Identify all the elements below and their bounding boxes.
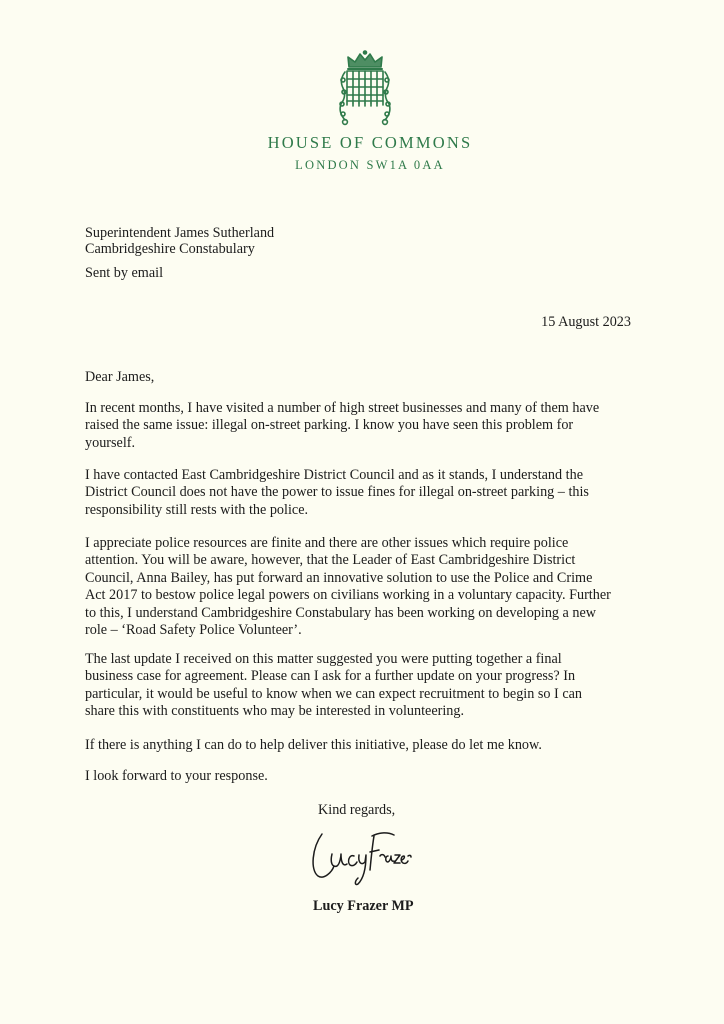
paragraph-line: attention. You will be aware, however, that the Leader of East Cambridgeshire District xyxy=(85,552,576,569)
paragraph-line: Council, Anna Bailey, has put forward an innovative solution to use the Police and Crime xyxy=(85,569,593,586)
letter-date: 15 August 2023 xyxy=(541,314,631,330)
greeting: Dear James, xyxy=(85,369,155,385)
paragraph-line: raised the same issue: illegal on-street parking. I know you have seen this problem for xyxy=(85,417,574,434)
paragraph-line: business case for agreement. Please can I ask for a further update on your progress? In xyxy=(85,668,576,685)
body-paragraph xyxy=(85,467,645,519)
body-paragraph xyxy=(85,535,645,639)
paragraph-line: share this with constituents who may be interested in volunteering. xyxy=(85,703,465,720)
body-paragraph xyxy=(85,400,645,452)
body-paragraph xyxy=(85,768,645,785)
signer-name: Lucy Frazer MP xyxy=(313,898,414,914)
paragraph-line: to this, I understand Cambridgeshire Constabulary has been working on developing a new xyxy=(85,604,597,621)
delivery-note: Sent by email xyxy=(85,265,164,281)
signoff: Kind regards, xyxy=(318,802,396,818)
recipient-block xyxy=(85,225,274,257)
paragraph-line: If there is anything I can do to help deliver this initiative, please do let me know. xyxy=(85,737,542,753)
paragraph-line: particular, it would be useful to know when we can expect recruitment to begin so I can xyxy=(85,685,583,702)
body-paragraph xyxy=(85,651,645,721)
letterhead-address: LONDON SW1A 0AA xyxy=(295,158,445,172)
paragraph-line: Act 2017 to bestow police legal powers on civilians working in a voluntary capacity. Further xyxy=(85,587,611,604)
paragraph-line: The last update I received on this matter suggested you were putting together a final xyxy=(85,651,562,667)
paragraph-line: I have contacted East Cambridgeshire District Council and as it stands, I understand the xyxy=(85,467,584,483)
body-paragraph xyxy=(85,737,645,754)
portcullis-crest-icon xyxy=(336,50,394,126)
paragraph-line: role – ‘Road Safety Police Volunteer’. xyxy=(85,622,302,639)
recipient-name: Superintendent James Sutherland xyxy=(85,225,275,241)
paragraph-line: I appreciate police resources are finite and there are other issues which require police xyxy=(85,535,569,551)
paragraph-line: District Council does not have the power to issue fines for illegal on-street parking – this xyxy=(85,484,589,501)
paragraph-line: responsibility still rests with the police. xyxy=(85,501,309,518)
paragraph-line: yourself. xyxy=(85,434,136,451)
letterhead-name: HOUSE OF COMMONS xyxy=(267,133,473,152)
paragraph-line: I look forward to your response. xyxy=(85,768,268,784)
handwritten-signature xyxy=(308,826,412,888)
recipient-organisation: Cambridgeshire Constabulary xyxy=(85,241,255,257)
paragraph-line: In recent months, I have visited a number of high street businesses and many of them have xyxy=(85,400,600,416)
